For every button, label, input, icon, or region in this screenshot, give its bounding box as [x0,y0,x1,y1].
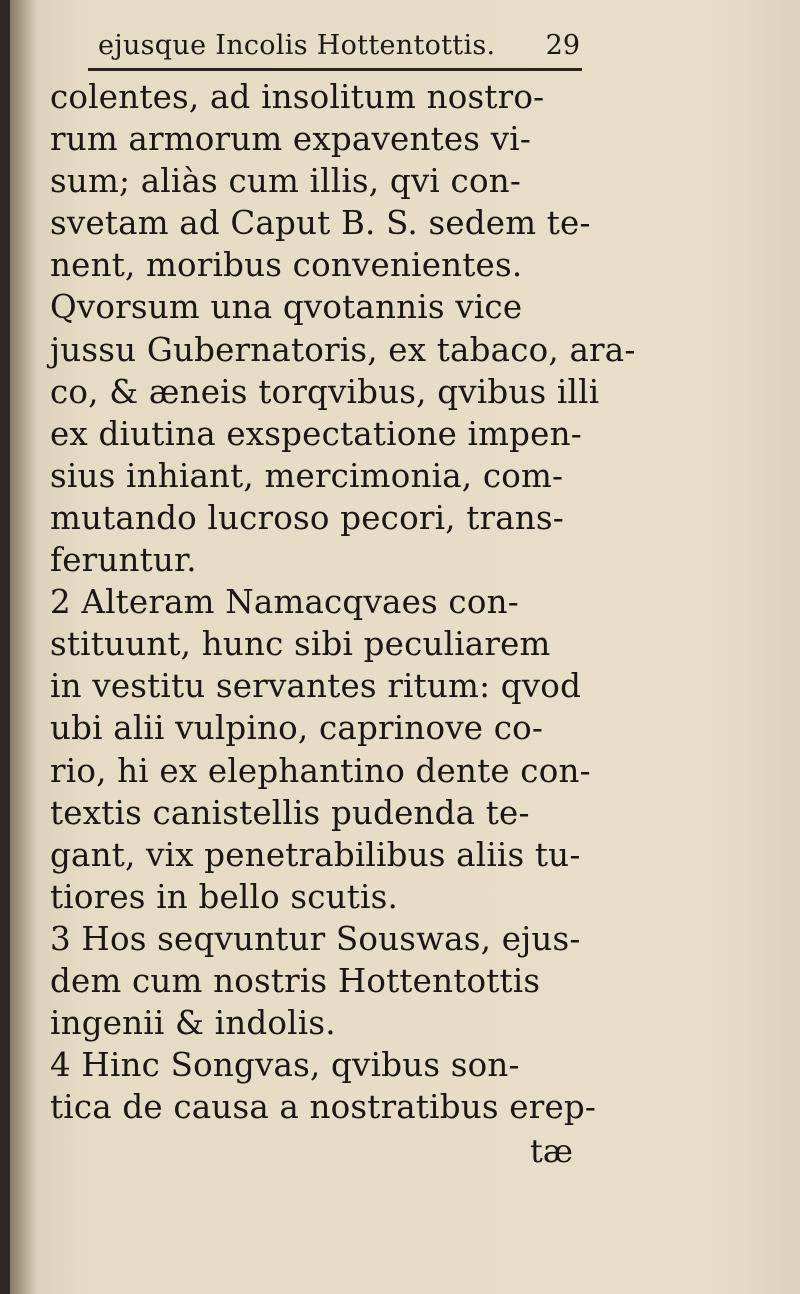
text-line: 4 Hinc Songvas, qvibus son- [50,1046,520,1085]
body-text [50,76,636,1128]
text-line: 3 Hos seqvuntur Souswas, ejus- [50,919,581,958]
text-line: ingenii & indolis. [50,1004,336,1043]
text-line: tiores in bello scutis. [50,877,399,916]
text-line: stituunt, hunc sibi peculiarem [50,625,551,664]
text-line: tica de causa a nostratibus erep- [50,1088,597,1127]
text-line: colentes, ad insolitum nostro- [50,78,545,116]
text-line: ubi alii vulpino, caprinove co- [50,709,544,748]
catchword: tæ [530,1132,573,1170]
header-rule [88,68,582,71]
text-line: mutando lucroso pecori, trans- [50,498,564,537]
text-line: gant, vix penetrabilibus aliis tu- [50,835,581,874]
text-line: jussu Gubernatoris, ex tabaco, ara- [50,330,636,369]
text-line: dem cum nostris Hottentottis [50,961,541,1000]
page-number: 29 [545,30,580,61]
text-line: sius inhiant, mercimonia, com- [50,456,564,495]
text-line: sum; aliàs cum illis, qvi con- [50,162,522,201]
book-page [10,0,800,1294]
text-line: svetam ad Caput B. S. sedem te- [50,204,591,243]
text-line: Qvorsum una qvotannis vice [50,288,523,327]
gutter-shadow [10,0,36,1294]
text-line: 2 Alteram Namacqvaes con- [50,583,519,622]
text-line: textis canistellis pudenda te- [50,793,530,832]
running-head: ejusque Incolis Hottentottis. [98,30,496,61]
text-line: ex diutina exspectatione impen- [50,414,582,453]
text-line: in vestitu servantes ritum: qvod [50,667,582,706]
text-line: rum armorum expaventes vi- [50,120,532,159]
text-line: co, & æneis torqvibus, qvibus illi [50,372,600,411]
text-line: nent, moribus convenientes. [50,246,523,285]
text-line: rio, hi ex elephantino dente con- [50,751,591,790]
page-header [88,26,584,66]
text-line: feruntur. [50,541,197,580]
